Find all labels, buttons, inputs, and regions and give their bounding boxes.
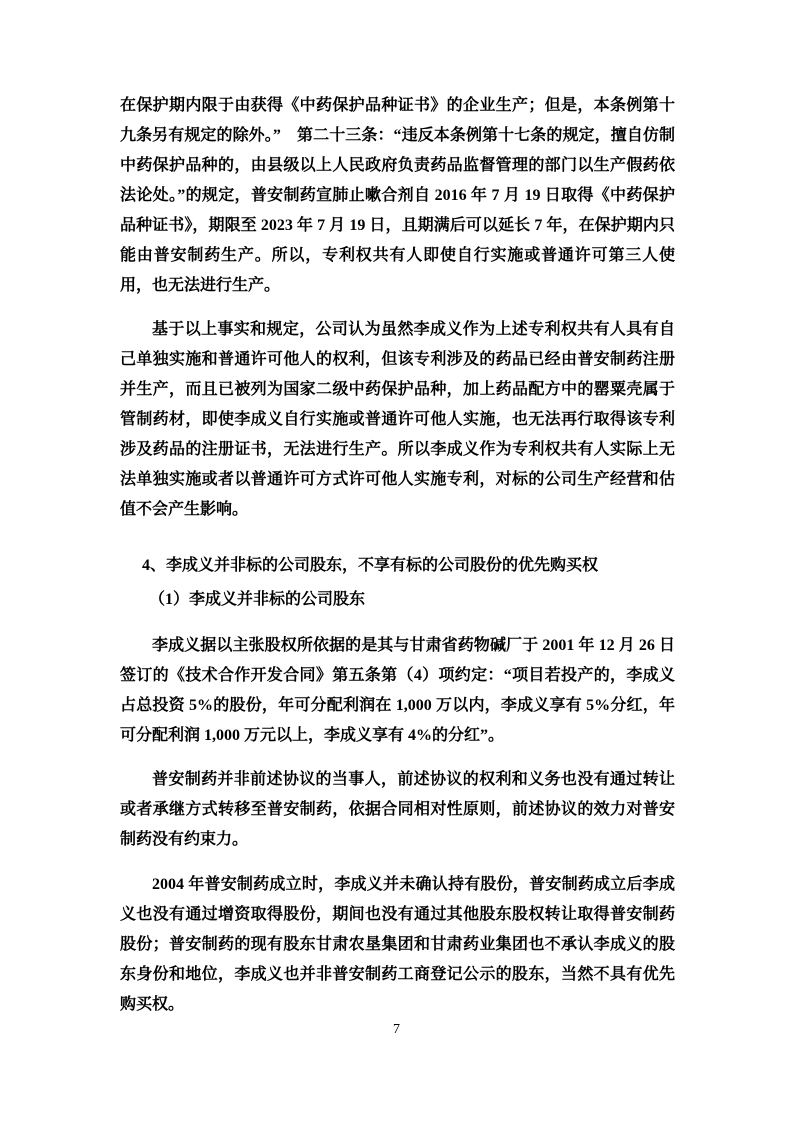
- paragraph-patent-protection-regulation: 在保护期内限于由获得《中药保护品种证书》的企业生产；但是，本条例第十九条另有规定的除外。” 第二十三条：“违反本条例第十七条的规定，擅自仿制中药保护品种的，由县级以上人民政府负责药品监督管理的部门以生产假药依法论处。”的规定，普安制药宣肺止嗽合剂自 2016 年 7 月 19 日取得《中药保护品种证书》，期限至 2023 年 7 月 19 日，且期满后可以延长 7 年，在保护期内只能由普安制药生产。所以，专利权共有人即使自行实施或普通许可第三人使用，也无法进行生产。: [120, 97, 675, 294]
- section-heading-4-no-preemptive-right: 4、李成义并非标的公司股东，不享有标的公司股份的优先购买权: [142, 557, 599, 574]
- page-number: 7: [393, 1022, 400, 1037]
- paragraph-contract-privity: 普安制药并非前述协议的当事人，前述协议的权利和义务也没有通过转让或者承继方式转移至普安制药，依据合同相对性原则，前述协议的效力对普安制药没有约束力。: [120, 771, 675, 848]
- document-body: [120, 91, 675, 1020]
- paragraph-company-opinion-on-patent: 基于以上事实和规定，公司认为虽然李成义作为上述专利权共有人具有自己单独实施和普通许可他人的权利，但该专利涉及的药品已经由普安制药注册并生产，而且已被列为国家二级中药保护品种，加上药品配方中的罂粟壳属于管制药材，即使李成义自行实施或普通许可他人实施，也无法再行取得该专利涉及药品的注册证书，无法进行生产。所以李成义作为专利权共有人实际上无法单独实施或者以普通许可方式许可他人实施专利，对标的公司生产经营和估值不会产生影响。: [120, 321, 675, 518]
- paragraph-shareholder-status: 2004 年普安制药成立时，李成义并未确认持有股份，普安制药成立后李成义也没有通过增资取得股份，期间也没有通过其他股东股权转让取得普安制药股份；普安制药的现有股东甘肃农垦集团和甘肃药业集团也不承认李成义的股东身份和地位，李成义也并非普安制药工商登记公示的股东，当然不具有优先购买权。: [120, 876, 675, 1013]
- subsection-heading-1-not-shareholder: （1）李成义并非标的公司股东: [149, 591, 366, 608]
- paragraph-equity-claim-basis: 李成义据以主张股权所依据的是其与甘肃省药物碱厂于 2001 年 12 月 26 日签订的《技术合作开发合同》第五条第（4）项约定：“项目若投产的，李成义占总投资 5%的股份，年可分配利润在 1,000 万以内，李成义享有 5%分红，年可分配利润 1,000 万元以上，李成义享有 4%的分红”。: [120, 637, 675, 744]
